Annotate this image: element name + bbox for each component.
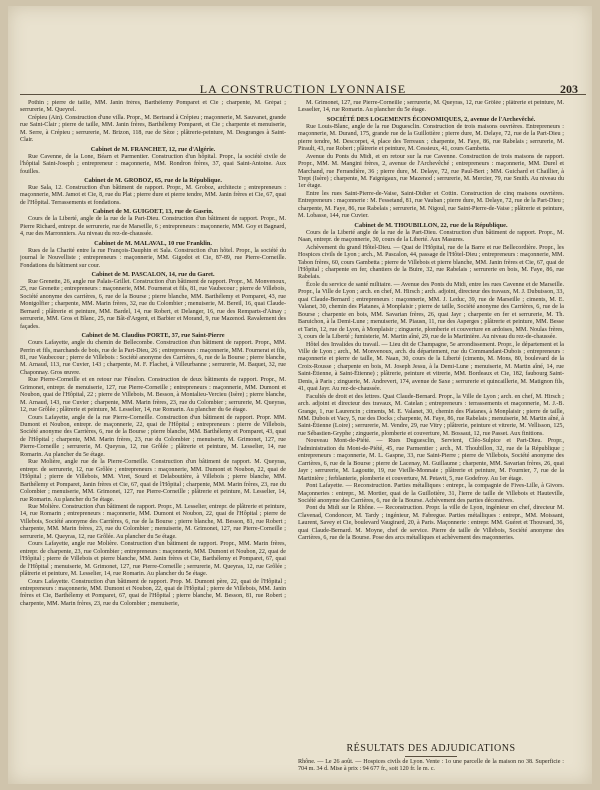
running-title: LA CONSTRUCTION LYONNAISE bbox=[199, 82, 407, 96]
paragraph: Rue Grenette, 26, angle rue Palais-Grillet. Construction d'un bâtiment de rapport. Propr., M. Monvenoux, 25, rue Grenette ; entrepreneurs : maçonnerie, MM. Fournerat et fils, 81, rue Vaubecour ; pierre de Villebois, Société anonyme des carrières, 6, rue de la Bourse ; pierre blanche, MM. Barthélemy et Pomparet, 43, rue Montgolfier ; charpente, MM. Marin frères, 32, rue du Colombier ; menuiserie, M. Bereil, 16, quai Claude-Bernard ; plâtrerie et peinture, MM. Bardel, 14, rue Robert, et Delanger, 16, rue des Remparts-d'Ainay ; serrurerie, MM. Gros et Blanc, 25, rue Bât-d'Argent, et Barbier et Morand, 9, rue Mazenod. Ravalement des façades. bbox=[20, 278, 286, 330]
section-heading: Cabinet de M. FRANCHET, 12, rue d'Algérie. bbox=[90, 145, 216, 153]
paragraph: Rue Molière, angle rue de la Pierre-Corneille. Construction d'un bâtiment de rapport. M. Queyras, entrepr. de serrurerie, 12, rue Grôlée ; entrepreneurs : maçonnerie, MM. Dumont et Noubon, 22, quai de l'Hôpital ; pierre de Villebois, MM. Viret, Sourd et Delaboutière, à Villebois ; pierre blanche, MM. Barthélemy et Pomparet, Janin frères et Cie, 67, quai de l'Hôpital ; charpente, MM. Marin frères, 23, rue du Colombier ; menuiserie, MM. Grimonet, 127, rue Pierre-Corneille ; plâtrerie et peinture, M. Lesselier, 14, rue Romarin. Au plancher du 5e étage. bbox=[20, 459, 286, 503]
right-column bbox=[298, 100, 564, 740]
paragraph: Rues de la Charité entre la rue François-Dauphin et Sala. Construction d'un hôtel. Propr., la société du journal le Nouvelliste ; entrepreneurs : maçonnerie, MM. Gigodot et Cie, 87-89, rue Pierre-Corneille. Fondations du bâtiment sur cour. bbox=[20, 247, 286, 269]
paragraph: Avenue du Ponts du Midi, et en retour sur la rue Cavenne. Construction de trois maisons de rapport. Propr., MM. M. Mangini frères, 2, avenue de l'Archevêché ; entrepreneurs : maçonnerie, MM. Durel et Marchand, rue Ferrandière, 36 ; pierre dure, M. Delaye, 72, rue Paul-Bert ; MM. Guichard et Chaillier, à Trept (Isère) ; charpente, M. Faignigaux, rue Mazenod ; serrurerie, M. Mercier, 79, rue Smith. Au niveau du 1er étage. bbox=[298, 153, 564, 190]
adjudications-title: RÉSULTATS DES ADJUDICATIONS bbox=[346, 743, 516, 754]
paragraph: Cours de la Liberté angle de la rue de la Part-Dieu. Construction d'un bâtiment de rapport. Propr., M. Naan, entrepr. de maçonnerie, 30, cours de la Liberté. Aux Masures. bbox=[298, 229, 564, 244]
section-heading: Cabinet de M. Claudius PORTE, 37, rue Saint-Pierre bbox=[81, 332, 225, 340]
paragraph: Facultés de droit et des lettres. Quai Claude-Bernard. Propr., la Ville de Lyon ; arch. en chef, M. Hirsch ; arch. adjoint et directeur des travaux, M. Catelan ; entrepreneurs : terrassements et maçonnerie, M. J.-B. Grange, 1, rue Laurencin ; ciments, M. E. Valanet, 30, chemin des Platanes, à Monplaisir ; pierre de taille, MM. Dubois et Vacy, 5, rue des Docks ; charpente, M. Faye, 86, rue Rabelais ; menuiserie, M. Martin aîné, à Saint-Étienne (Loire) ; serrurerie, M. Vendre, 29, rue Vitry ; plâtrerie, peinture et vitrerie, M. Vellisson, 125, rue Sébastien-Gryphe ; zinguerie, plomberie et couverture, M. Bossaut, 12, rue Passet. Aux finitions. bbox=[298, 393, 564, 437]
paragraph: Rue Sala, 12. Construction d'un bâtiment de rapport. Propr., M. Groboz, architecte ; entrepreneurs : maçonnerie, MM. Jamot et Cie, 8, rue du Plat ; pierre dure et pierre tendre, MM. Janin frères et Cie, 67, quai de l'Hôpital. Terrassements et fondations. bbox=[20, 184, 286, 206]
section-heading: Cabinet de M. PASCALON, 14, rue du Garet. bbox=[91, 270, 215, 278]
paragraph: Entre les rues Saint-Pierre-de-Vaise, Saint-Didier et Cottin. Construction de cinq maisons ouvrières. Entrepreneurs : maçonnerie : M. Fessetand, 81, rue Vauban ; pierre dure, M. Delaye, 72, rue de la Part-Dieu ; charpente, M. Faye, 86, rue Rabelais ; serrurerie, M. Nigoul, rue Saint-Pierre-de-Vaise ; plâtrerie et peinture, M. Lobasse, 144, rue Cuvier. bbox=[298, 190, 564, 220]
paragraph: Crépieu (Ain). Construction d'une villa. Propr., M. Bertrand à Crépieu ; maçonnerie, M. Sauvanet, grande rue Saint-Clair ; pierre de taille, MM. Janin frères, Barthélemy Pomparet, et Cie ; charpente et menuiserie, M. Serre, à Crépieu ; serrurerie, M. Brizon, 118, rue de Sèze ; plâtrerie-peinture, M. Desgranges à Saint-Clair. bbox=[20, 114, 286, 144]
section-heading: SOCIÉTÉ DES LOGEMENTS ÉCONOMIQUES, 2, avenue de l'Archevêché. bbox=[326, 115, 536, 123]
paragraph: M. Grimonet, 127, rue Pierre-Corneille ; serrurerie, M. Queyras, 12, rue Grôlée ; plâtrerie et peinture, M. Lesselier, 14, rue Romarin. Au plancher du 5e étage. bbox=[298, 100, 564, 114]
paragraph: Rue Louis-Blanc, angle de la rue Duguesclin. Construction de trois maisons ouvrières. Entrepreneurs : maçonnerie, M. Durand, 175, grande rue de la Guillotière ; pierre dure, M. Delaye, 72, rue de la Part-Dieu ; pierre tendre, M. Descorpet, 4, place des Terreaux ; charpente, M. Faye, 86, rue Rabelais ; serrurerie, M. Pirault, 43, rue Robert ; plâtrerie et peinture, M. Cessieux, 41, cours Gambetta. bbox=[298, 123, 564, 153]
section-heading: Cabinet de M. GUIGOET, 13, rue de Gasrin. bbox=[92, 208, 214, 216]
paragraph: Rue Cavenne, de la Lone, Béarn et Parmentier. Construction d'un hôpital. Propr., la société civile de l'hôpital Saint-Joseph ; entrepreneur : maçonnerie, MM. Rondron frères, 37, quai Saint-Antoine. Aux fouilles. bbox=[20, 153, 286, 175]
section-heading: Cabinet de M. THOUBILLON, 22, rue de la République. bbox=[354, 221, 508, 229]
paragraph: Cours de la Liberté, angle de la rue de la Part-Dieu. Construction d'un bâtiment de rapport. Propr., M. Pierre Richard, entrepr. de serrurerie, rue de Marseille, 6 ; entrepreneurs : maçonnerie, MM. Goy et Bagnard, 4, rue des Marronniers. Au niveau du rez-de-chaussée. bbox=[20, 216, 286, 238]
page-header bbox=[28, 82, 578, 100]
section-heading: Cabinet de M. GROBOZ, 65, rue de la République. bbox=[84, 177, 222, 185]
paragraph: Nouveau Mont-de-Piété. — Rues Duguesclin, Servient, Cléo-Sulpice et Part-Dieu. Propr., l'administration du Mont-de-Piété, 45, rue Parmentier ; arch., M. Thoubillon, 32, rue de la République ; entrepreneurs : maçonnerie, M. L. Gaspne, 33, rue Saint-Pierre ; pierre de Villebois, Société anonyme des Carrières, 6, rue de la Bourse ; pierre de Lacenay, M. Guillaume ; charpente, MM. Savarian frères, 26, quai Jayr ; serrurerie, M. Lagoutte, 19, rue Vieille-Monnaie ; plâtrerie et peinture, M. Fournier, 7, rue de la Martinière ; ferblanterie, plomberie et couverture, M. Petavit, 5, rue Godefroy. Au 1er étage. bbox=[298, 438, 564, 482]
left-column bbox=[20, 100, 286, 740]
paragraph: Achèvement du grand Hôtel-Dieu. — Quai de l'Hôpital, rue de la Barre et rue Bellecordière. Propr., les Hospices civils de Lyon ; arch., M. Pascalon, 44, passage de l'Hôtel-Dieu ; entrepreneurs : maçonnerie, MM. Tabon frères, 60, cours Gambetta ; pierre de Villebois et pierre blanche, MM. Janin frères et Cie, 67, quai de l'Hôpital ; charpente en fer, chantiers de la Buire, 32, rue Rabelais ; serrurerie en bois, M. Faye, 86, rue Rabelais. bbox=[298, 244, 564, 281]
paragraph: École du service de santé militaire. — Avenue des Ponts du Midi, entre les rues Cavenne et de Marseille. Propr., la Ville de Lyon ; arch. en chef, M. Hirsch ; arch. adjoint, directeur des travaux, M. J. Dubuisson, 33, quai Claude-Bernard ; entrepreneurs : maçonnerie, MM. J. Leduc, 39, rue de Marseille ; ciments, M. E. Valanet, 30, chemin des Platanes, à Monplaisir ; pierre de taille, Société anonyme des Carrières, 6, rue de la Bourse ; charpente en bois, MM. Savarian frères, 26, quai Jayr ; charpente en fer et serrurerie, M. Th. Baruichon, à la Demi-Lune ; menuiserie, M. Piausn, 11, rue des Asperges ; plâtrerie et peinture, MM. Besse et Tarin, 12, rue de Lyon, à Monplaisir ; zinguerie, plomberie et couverture en ardoises, MM. Noulas frères, 3, cours de la Liberté ; fumisterie, M. Martin aîné, 29, rue de la Martinière. Au niveau du rez-de-chaussée. bbox=[298, 281, 564, 341]
paragraph: Cours Lafayette, angle rue Molière. Construction d'un bâtiment de rapport. Propr., MM. Marin frères, entrepr. de charpente, 23, rue Colombier ; entrepreneurs : maçonnerie, MM. Dumont et Noubon, 22, quai de l'Hôpital ; pierre de Villebois et pierre blanche, MM. Janin frères et Cie, Barthélemy et Pomparet, 67, quai de l'Hôpital ; menuiserie, M. Grimonet, 127, rue Pierre-Corneille ; serrurerie, M. Queyras, 12, rue Grôlée ; plâtrerie et peinture, M. Lesselier, 14, rue Romarin. Au plancher du 5e étage. bbox=[20, 541, 286, 578]
section-rule bbox=[405, 756, 457, 757]
paragraph: Pothin ; pierre de taille, MM. Janin frères, Barthélemy Pomparet et Cie ; charpente, M. Grépat ; serrurerie, M. Queyrel. bbox=[20, 100, 286, 114]
section-heading: Cabinet de M. MALAVAL, 10 rue Franklin. bbox=[94, 239, 212, 247]
paragraph: Rue Pierre-Corneille et en retour rue Fénelon. Construction de deux bâtiments de rapport. Propr., M. Grimonet, entrepr. de menuiserie, 127, rue Pierre-Corneille ; entrepreneurs : maçonnerie, MM. Dumont et Noubon, quai de l'Hôpital, 22 ; pierre de Villebois, M. Besson, à Montalieu-Vercieu (Isère) ; pierre blanche, M. Arnaud, 143, rue Cuvier ; charpente, MM. Marin frères, 23, rue du Colombier ; serrurerie, M. Queyras, 12, rue Grôlée ; plâtrerie et peinture, M. Lesselier, 14, rue Romarin. Au plancher du 6e étage. bbox=[20, 377, 286, 414]
paragraph: Cours Lafayette. Construction d'un bâtiment de rapport. Prop. M. Dumont père, 22, quai de l'Hôpital ; entrepreneurs : maçonnerie, MM. Dumont et Noubon, 22, quai de l'Hôpital ; pierre de Villebois, MM. Janin frères et Cie, Barthélemy et Pomparet, 67, quai de l'Hôpital ; pierre blanche, M. Besson, 81, rue Robert ; charpente, MM. Marin frères, 23, rue du Colombier ; menuiserie, bbox=[20, 578, 286, 607]
paragraph: Hôtel des Invalides du travail. — Lieu dit de Champagne, 5e arrondissement. Propr., le département et la Ville de Lyon ; arch., M. Monvenoux, arch. du département, rue du Commandant-Dubois ; entrepreneurs : maçonnerie et pierre de taille, M. Naan, 30, cours de la Liberté (ciments, M. Mons, 80, boulevard de la Croix-Rousse ; charpente en bois, M. Joseph Jessu, à la Demi-Lune ; menuiserie, M. Martin aîné, 14, rue Saint-Étienne, à Saint-Étienne) ; plâtrerie, peinture et vitrerie, MM. Bordeaux et Cie, 182, faubourg Saint-Denis, à Paris ; zinguerie, M. Andrevert, 174, avenue de Saxe ; serrurerie et quincaillerie, M. Matignon fils, 41, quai Jayr. Au rez-de-chaussée. bbox=[298, 341, 564, 393]
paragraph: Cours Lafayette, angle du chemin de Bellecombe. Construction d'un bâtiment de rapport. Propr., MM. Perrin et fils, marchands de bois, rue de la Part-Dieu, 26 ; entrepreneurs : maçonnerie, MM. Fournerat et fils, 81, rue Vaubecour ; pierre de Villebois : Société anonyme des Carrières, 6, rue de la Bourse ; pierre blanche, M. Arnaud, 113, rue Cuvier, 143 ; charpente, M. F. Flachet, à Villeurbanne ; serrurerie, M. Baquet, 32, rue Chaponnay. Gros œuvre. bbox=[20, 340, 286, 376]
paragraph: Pont Lafayette. — Reconstruction. Parties métalliques : entrepr., la compagnie de Fives-Lille, à Givors. Maçonneries : entrepr., M. Mortier, quai de la Guillotière, 31, l'ierre de taille de Villebois et Hauteville, Société anonyme des Carrières, 6, rue de la Bourse. Achèvement des parties décoratives. bbox=[298, 483, 564, 505]
paragraph: Cours Lafayette, angle de la rue Pierre-Corneille. Construction d'un bâtiment de rapport. Propr. MM. Dumont et Noubon, entrepr. de maçonnerie, 22, quai de l'Hôpital ; entrepreneurs : pierre de Villebois, Société anonyme des Carrières, 6, rue de la Bourse ; pierre blanche, MM. Barthélemy et Pomparet, 43, quai de l'Hôpital ; charpente, MM. Marin frères, 23, rue du Colombier ; menuiserie, M. Grimonet, 127, rue Pierre-Corneille ; serrurerie, M. Queyras, 12, rue Grôlée ; plâtrerie et peinture, M. Lesselier, 14, rue Romarin. Au plancher du 5e étage. bbox=[20, 414, 286, 458]
page-number: 203 bbox=[560, 82, 578, 96]
adjudications-text: Rhône. — Le 26 août. — Hospices civils de Lyon. Vente : 1o une parcelle de la maison no 38. Superficie : 704 m. 34 d. Mise à prix : 94 677 fr., soit 120 fr. le m. c. bbox=[298, 759, 564, 773]
paragraph: Rue Molière. Construction d'un bâtiment de rapport. Propr., M. Lesselier, entrepr. de plâtrerie et peinture, 14, rue Romarin ; entrepreneurs : maçonnerie, MM. Dumont et Noubon, 22, quai de l'Hôpital ; pierre de Villebois, Société anonyme des Carrières, 6, rue de la Bourse ; pierre blanche, M. Besson, 81, rue Robert ; charpente, MM. Marin frères, 23, rue du Colombier ; menuiserie, M. Grimonet, 127, rue Pierre-Corneille ; serrurerie, M. Queyras, 12, rue Grôlée. Au plancher du 5e étage. bbox=[20, 504, 286, 540]
paragraph: Pont du Midi sur le Rhône. — Reconstruction. Propr. la ville de Lyon, ingénieur en chef, directeur M. Clavenad, Condoncer, M. Tardy ; ingénieur, M. Fabregue. Parties métalliques : entrepr., MM. Moissant, Laurent, Savey et Cie, boulevard Vaugirard, 20, à Paris. Maçonnerie : entrepr. MM. Guéret et Thouvard, 36, quai Claude-Bernard. M. Moyne, chef de service. Pierre de taille de Villebois, Société anonyme des Carrières, 6, rue de la Bourse. Pose des arcs métalliques et achèvement des maçonneries. bbox=[298, 505, 564, 542]
header-rule bbox=[20, 94, 586, 95]
